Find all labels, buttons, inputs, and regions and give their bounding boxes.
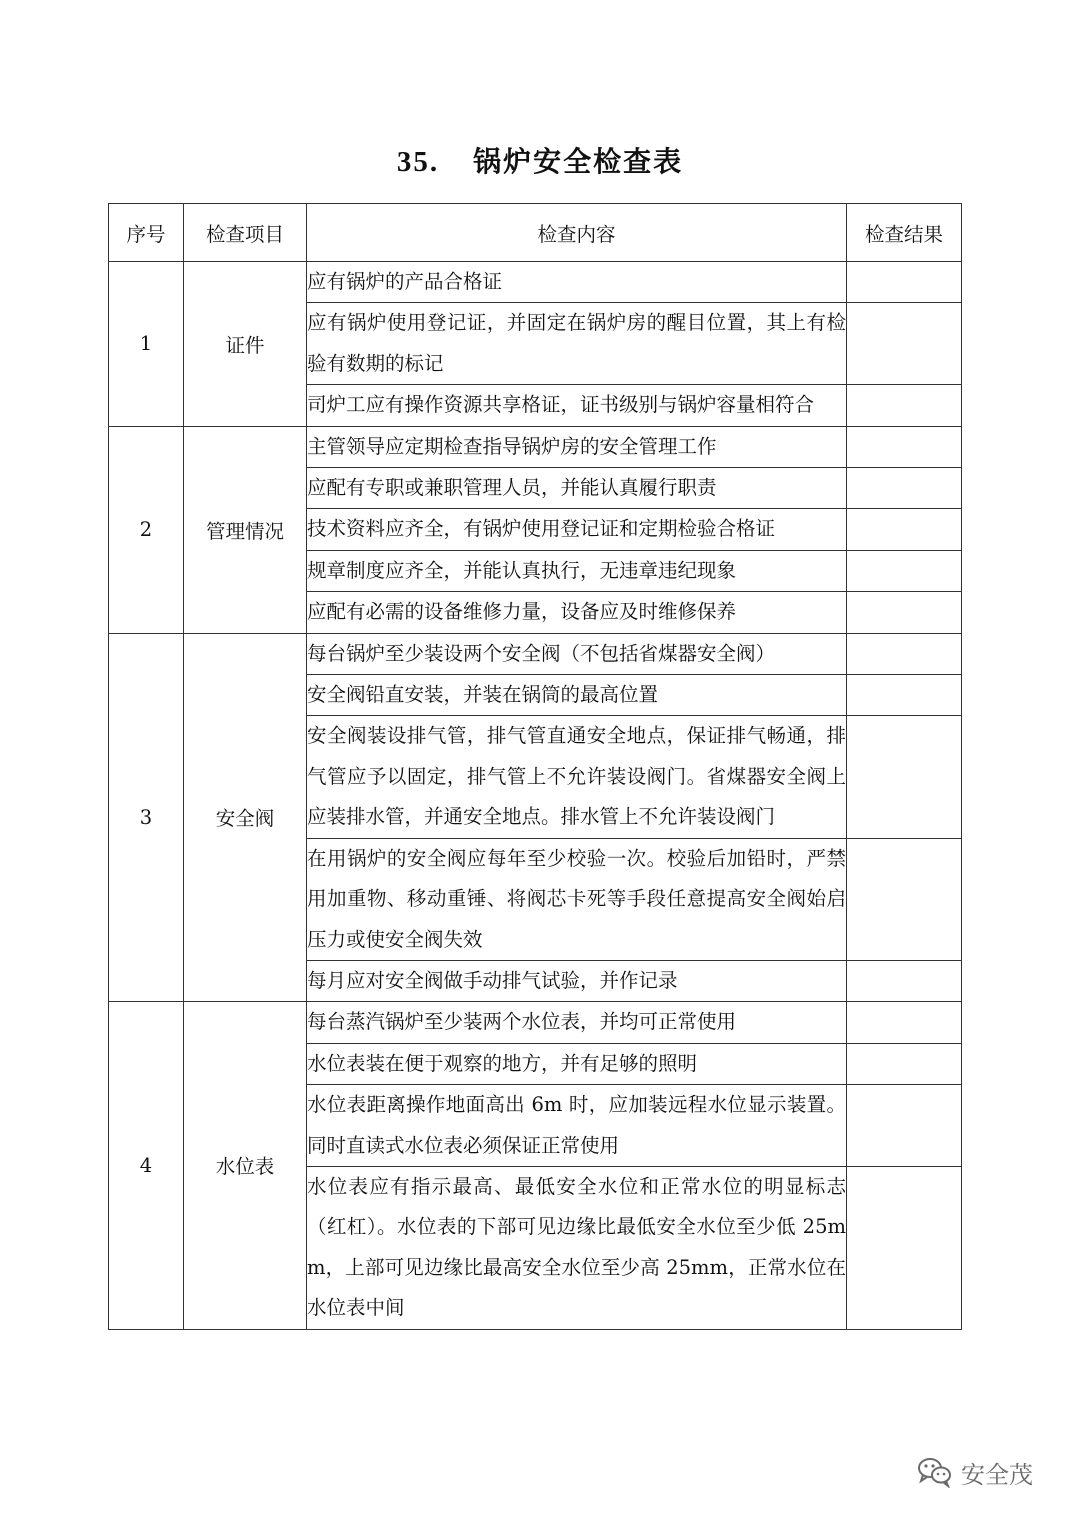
result-cell[interactable] (847, 1085, 962, 1167)
result-cell[interactable] (847, 633, 962, 674)
content-cell: 水位表距离操作地面高出 6m 时，应加装远程水位显示装置。同时直读式水位表必须保证正常使用 (307, 1085, 847, 1167)
seq-cell: 4 (109, 1002, 184, 1329)
title-text: 锅炉安全检查表 (473, 145, 684, 178)
result-cell[interactable] (847, 550, 962, 591)
content-cell: 在用锅炉的安全阀应每年至少校验一次。校验后加铅时，严禁用加重物、移动重锤、将阀芯卡死等手段任意提高安全阀始启压力或使安全阀失效 (307, 838, 847, 960)
content-cell: 每台蒸汽锅炉至少装两个水位表，并均可正常使用 (307, 1002, 847, 1043)
result-cell[interactable] (847, 468, 962, 509)
header-content: 检查内容 (307, 204, 847, 262)
header-result: 检查结果 (847, 204, 962, 262)
result-cell[interactable] (847, 960, 962, 1001)
content-cell: 应有锅炉的产品合格证 (307, 262, 847, 303)
content-cell: 应有锅炉使用登记证，并固定在锅炉房的醒目位置，其上有检验有数期的标记 (307, 303, 847, 385)
result-cell[interactable] (847, 385, 962, 426)
result-cell[interactable] (847, 1043, 962, 1084)
wechat-icon (917, 1456, 953, 1488)
boiler-safety-checklist (108, 203, 962, 1330)
content-cell: 每月应对安全阀做手动排气试验，并作记录 (307, 960, 847, 1001)
table-row (109, 633, 962, 674)
item-cell: 管理情况 (184, 426, 307, 633)
watermark (917, 1452, 1033, 1492)
content-cell: 应配有专职或兼职管理人员，并能认真履行职责 (307, 468, 847, 509)
content-cell: 水位表装在便于观察的地方，并有足够的照明 (307, 1043, 847, 1084)
result-cell[interactable] (847, 838, 962, 960)
content-cell: 应配有必需的设备维修力量，设备应及时维修保养 (307, 592, 847, 633)
result-cell[interactable] (847, 426, 962, 467)
page-title (0, 140, 1080, 180)
table-row (109, 1002, 962, 1043)
result-cell[interactable] (847, 1166, 962, 1329)
watermark-text: 安全茂 (961, 1460, 1033, 1489)
header-item: 检查项目 (184, 204, 307, 262)
content-cell: 技术资料应齐全，有锅炉使用登记证和定期检验合格证 (307, 509, 847, 550)
item-cell: 安全阀 (184, 633, 307, 1002)
item-cell: 证件 (184, 262, 307, 427)
content-cell: 司炉工应有操作资源共享格证，证书级别与锅炉容量相符合 (307, 385, 847, 426)
title-number: 35. (396, 146, 440, 178)
result-cell[interactable] (847, 592, 962, 633)
header-row (109, 204, 962, 262)
header-seq: 序号 (109, 204, 184, 262)
content-cell: 安全阀装设排气管，排气管直通安全地点，保证排气畅通，排气管应予以固定，排气管上不允许装设阀门。省煤器安全阀上应装排水管，并通安全地点。排水管上不允许装设阀门 (307, 716, 847, 838)
result-cell[interactable] (847, 675, 962, 716)
result-cell[interactable] (847, 262, 962, 303)
content-cell: 规章制度应齐全，并能认真执行，无违章违纪现象 (307, 550, 847, 591)
result-cell[interactable] (847, 303, 962, 385)
result-cell[interactable] (847, 509, 962, 550)
result-cell[interactable] (847, 716, 962, 838)
table-row (109, 262, 962, 303)
result-cell[interactable] (847, 1002, 962, 1043)
content-cell: 每台锅炉至少装设两个安全阀（不包括省煤器安全阀） (307, 633, 847, 674)
content-cell: 安全阀铅直安装，并装在锅筒的最高位置 (307, 675, 847, 716)
content-cell: 主管领导应定期检查指导锅炉房的安全管理工作 (307, 426, 847, 467)
seq-cell: 3 (109, 633, 184, 1002)
item-cell: 水位表 (184, 1002, 307, 1329)
seq-cell: 1 (109, 262, 184, 427)
seq-cell: 2 (109, 426, 184, 633)
content-cell: 水位表应有指示最高、最低安全水位和正常水位的明显标志（红杠）。水位表的下部可见边缘比最低安全水位至少低 25mm，上部可见边缘比最高安全水位至少高 25mm，正常水位在水位表中间 (307, 1166, 847, 1329)
table-row (109, 426, 962, 467)
